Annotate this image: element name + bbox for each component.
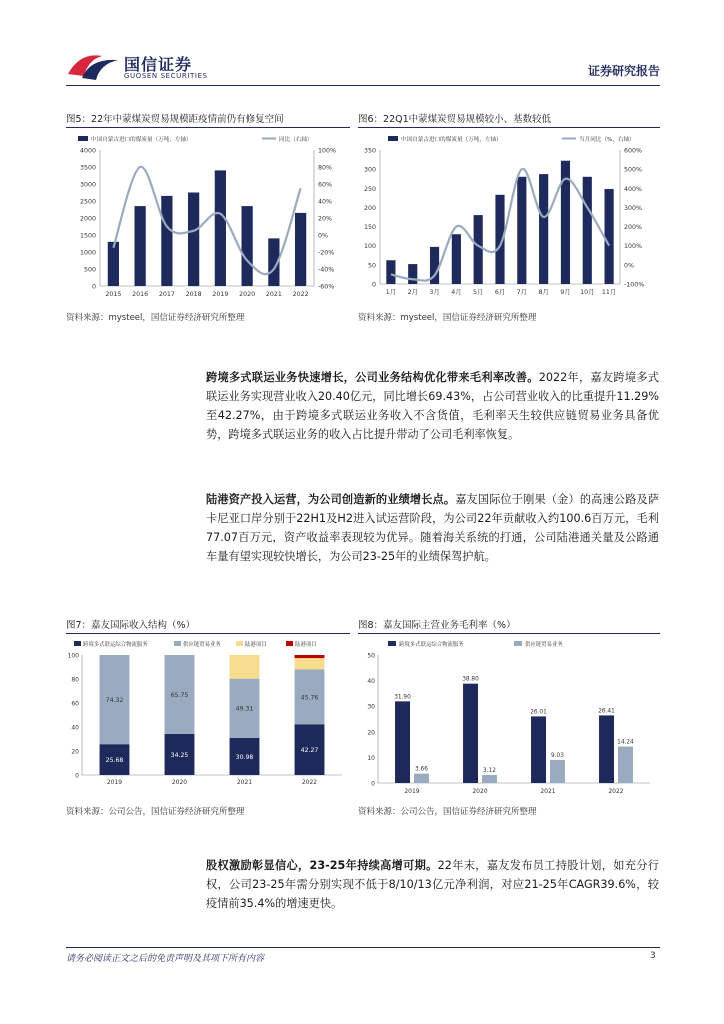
- paragraph-1-lead: 跨境多式联运业务快速增长，公司业务结构优化带来毛利率改善。: [206, 371, 539, 384]
- legend-swatch: [286, 641, 293, 646]
- paragraph-land-port: [206, 490, 659, 566]
- bar: [517, 177, 526, 284]
- right-tick-label: 0%: [624, 262, 634, 270]
- bar: [414, 774, 429, 783]
- footer-divider: [66, 947, 660, 948]
- fig8-title: 图8：嘉友国际主营业务毛利率（%）: [358, 620, 516, 631]
- bar: [108, 242, 119, 286]
- legend-label: 供应链贸易业务: [525, 642, 563, 648]
- segment-value-label: 34.25: [170, 751, 189, 759]
- fig7-chart: [66, 637, 350, 785]
- right-tick-label: 100%: [318, 147, 337, 155]
- y-tick-label: 40: [367, 678, 375, 686]
- x-tick-label: 7月: [516, 289, 527, 296]
- legend-swatch: [74, 641, 81, 646]
- right-tick-label: 500%: [624, 166, 643, 174]
- right-tick-label: -60%: [318, 283, 335, 291]
- x-tick-label: 3月: [429, 289, 440, 296]
- bar: [188, 193, 199, 287]
- stacked-segment: [295, 655, 325, 658]
- bar: [295, 213, 306, 286]
- left-tick-label: 1500: [79, 232, 96, 240]
- paragraph-2-body: 嘉友国际位于刚果（金）的高速公路及萨卡尼亚口岸分别于22H1及H2进入试运营阶段，为公司22年贡献收入约100.6百万元，毛利77.07百万元，资产收益率表现较为优异。随着海关系统的打通，公司陆港通关量及公路通车量有望实现较快增长，为公司23-25年的业绩保驾护航。: [206, 493, 659, 563]
- legend-swatch: [236, 641, 243, 646]
- bar: [135, 206, 146, 286]
- fig7-svg: [66, 637, 350, 785]
- bar: [386, 260, 395, 284]
- legend-swatch: [514, 641, 522, 646]
- fig7-source: 资料来源：公司公告，国信证券经济研究所整理: [66, 807, 245, 817]
- bar: [474, 215, 483, 284]
- left-tick-label: 4000: [79, 147, 96, 155]
- legend-label: 陆港项目: [295, 642, 317, 648]
- left-tick-label: 150: [363, 224, 376, 232]
- bar-value-label: 9.03: [551, 752, 564, 759]
- x-tick-label: 2017: [158, 291, 175, 298]
- guosen-logo-icon: [66, 50, 120, 82]
- right-tick-label: 600%: [624, 147, 643, 155]
- bar-value-label: 26.01: [530, 709, 547, 716]
- bar: [161, 196, 172, 286]
- right-tick-label: 40%: [318, 198, 332, 206]
- stacked-segment: [295, 658, 325, 669]
- fig8-title-rule: [358, 633, 660, 634]
- x-tick-label: 2019: [404, 788, 420, 795]
- right-tick-label: 20%: [318, 215, 332, 223]
- fig5-source: 资料来源：mysteel，国信证券经济研究所整理: [66, 313, 245, 323]
- paragraph-2-lead: 陆港资产投入运营，为公司创造新的业绩增长点。: [206, 493, 456, 506]
- y-tick-label: 10: [367, 754, 375, 762]
- legend-label-bar: 中国自蒙古进口的煤炭量（万吨，左轴）: [401, 137, 502, 143]
- legend-label-bar: 中国自蒙古进口的煤炭量（万吨，左轴）: [91, 137, 192, 143]
- left-tick-label: 500: [83, 266, 96, 274]
- segment-value-label: 65.75: [170, 691, 189, 699]
- legend-swatch-bar: [78, 136, 88, 141]
- x-tick-label: 6月: [494, 289, 506, 296]
- bar: [583, 177, 592, 284]
- x-tick-label: 8月: [538, 289, 549, 296]
- paragraph-multimodal-transport: [206, 368, 659, 444]
- bar: [605, 189, 614, 284]
- legend-swatch: [174, 641, 181, 646]
- left-tick-label: 3500: [79, 164, 96, 172]
- bar: [531, 716, 546, 783]
- fig6-title: 图6：22Q1中蒙煤炭贸易规模较小、基数较低: [358, 114, 552, 125]
- left-tick-label: 300: [363, 166, 376, 174]
- x-tick-label: 2022: [608, 788, 624, 795]
- fig6-svg: [358, 132, 660, 300]
- right-tick-label: -40%: [318, 266, 335, 274]
- x-tick-label: 11月: [601, 289, 617, 296]
- bar-value-label: 3.12: [483, 768, 496, 775]
- right-tick-label: 60%: [318, 181, 332, 189]
- left-tick-label: 100: [363, 243, 376, 251]
- segment-value-label: 45.76: [300, 694, 319, 702]
- x-tick-label: 2019: [106, 779, 123, 785]
- header-divider: [66, 85, 660, 86]
- x-tick-label: 9月: [560, 289, 571, 296]
- bar: [452, 234, 461, 284]
- x-tick-label: 2月: [407, 289, 418, 296]
- left-tick-label: 200: [363, 204, 376, 212]
- paragraph-3-body: 22年末，嘉友发布员工持股计划，如充分行权，公司23-25年需分别实现不低于8/10/13亿元净利润，对应21-25年CAGR39.6%，较疫情前35.4%的增速更快。: [206, 859, 659, 910]
- footer-disclaimer: 请务必阅读正文之后的免责声明及其项下所有内容: [66, 954, 265, 964]
- legend-swatch: [388, 641, 396, 646]
- bar: [550, 760, 565, 783]
- bar: [618, 747, 633, 783]
- x-tick-label: 2018: [185, 291, 202, 298]
- segment-value-label: 25.68: [105, 757, 124, 765]
- x-tick-label: 2022: [301, 779, 318, 785]
- y-tick-label: 20: [71, 748, 79, 756]
- x-tick-label: 2021: [236, 779, 253, 785]
- fig6-title-rule: [358, 127, 660, 128]
- paragraph-1-body: 2022年，嘉友跨境多式联运业务实现营业收入20.40亿元，同比增长69.43%，占公司营业收入的比重提升11.29%至42.27%，由于跨境多式联运业务收入不含货值，毛利率天生较供应链贸易业务具备优势，跨境多式联运业务的收入占比提升带动了公司毛利率恢复。: [206, 371, 659, 441]
- y-tick-label: 0: [371, 780, 375, 788]
- right-tick-label: 400%: [624, 185, 643, 193]
- guosen-logo: [66, 50, 226, 82]
- bar: [408, 264, 417, 284]
- paragraph-equity-incentive: [206, 856, 659, 913]
- x-tick-label: 2021: [540, 788, 556, 795]
- paragraph-3-lead: 股权激励彰显信心，23-25年持续高增可期。: [206, 859, 438, 872]
- right-tick-label: -20%: [318, 249, 335, 257]
- x-tick-label: 2020: [239, 291, 256, 298]
- x-tick-label: 2019: [212, 291, 229, 298]
- y-tick-label: 60: [71, 700, 79, 708]
- fig8-chart: [358, 637, 660, 797]
- x-tick-label: 2020: [472, 788, 488, 795]
- x-tick-label: 4月: [451, 289, 462, 296]
- legend-label: 陆港项目: [245, 642, 267, 648]
- x-tick-label: 2021: [265, 291, 282, 298]
- x-tick-label: 2016: [132, 291, 149, 298]
- x-tick-label: 10月: [580, 289, 595, 296]
- fig6-source: 资料来源：mysteel，国信证券经济研究所整理: [358, 313, 537, 323]
- page-header: [66, 50, 660, 82]
- x-tick-label: 2022: [292, 291, 309, 298]
- fig7-title-rule: [66, 633, 350, 634]
- bar-value-label: 38.80: [462, 676, 479, 683]
- fig6-chart: [358, 132, 660, 300]
- bar: [242, 206, 253, 286]
- x-tick-label: 5月: [473, 289, 484, 296]
- segment-value-label: 74.32: [105, 697, 124, 705]
- segment-value-label: 42.27: [300, 747, 319, 755]
- stacked-segment: [230, 655, 260, 679]
- page-number: 3: [650, 951, 656, 961]
- legend-label: 供应链贸易业务: [183, 642, 221, 648]
- fig5-title-rule: [66, 127, 350, 128]
- legend-label-line: 同比（右轴）: [279, 137, 313, 143]
- report-type-label: 证券研究报告: [587, 64, 660, 78]
- bar: [482, 775, 497, 783]
- fig8-source: 资料来源：公司公告，国信证券经济研究所整理: [358, 807, 537, 817]
- bar: [215, 170, 226, 286]
- left-tick-label: 0: [91, 283, 96, 291]
- right-tick-label: 100%: [624, 243, 643, 251]
- x-tick-label: 2020: [171, 779, 188, 785]
- segment-value-label: 30.98: [235, 753, 254, 761]
- legend-label: 跨境多式联运综合物流服务: [399, 642, 464, 648]
- left-tick-label: 3000: [79, 181, 96, 189]
- logo-text-cn: 国信证券: [124, 55, 193, 74]
- right-tick-label: 300%: [624, 204, 643, 212]
- bar-value-label: 3.66: [415, 766, 428, 773]
- legend-swatch-bar: [388, 136, 398, 141]
- fig5-title: 图5：22年中蒙煤炭贸易规模距疫情前仍有修复空间: [66, 114, 284, 125]
- left-tick-label: 250: [363, 185, 376, 193]
- legend-label: 跨境多式联运综合物流服务: [83, 642, 148, 648]
- y-tick-label: 40: [71, 724, 79, 732]
- bar-value-label: 14.24: [617, 739, 634, 746]
- x-tick-label: 1月: [385, 289, 397, 296]
- fig8-svg: [358, 637, 660, 797]
- y-tick-label: 100: [67, 652, 79, 660]
- bar-value-label: 26.41: [598, 708, 615, 715]
- y-tick-label: 80: [71, 676, 79, 684]
- left-tick-label: 1000: [79, 249, 96, 257]
- bar: [463, 684, 478, 783]
- legend-label-line: 当月同比（%，右轴）: [579, 137, 635, 143]
- fig7-title: 图7：嘉友国际收入结构（%）: [66, 620, 196, 631]
- segment-value-label: 49.31: [235, 705, 254, 713]
- right-tick-label: 80%: [318, 164, 332, 172]
- y-tick-label: 30: [367, 703, 375, 711]
- right-tick-label: -100%: [624, 281, 645, 289]
- y-tick-label: 50: [367, 652, 375, 660]
- left-tick-label: 2500: [79, 198, 96, 206]
- left-tick-label: 350: [363, 147, 376, 155]
- bar: [395, 701, 410, 783]
- left-tick-label: 50: [367, 262, 376, 270]
- y-tick-label: 0: [75, 772, 79, 780]
- x-tick-label: 2015: [105, 291, 122, 298]
- left-tick-label: 2000: [79, 215, 96, 223]
- bar: [539, 174, 548, 284]
- bar: [599, 715, 614, 783]
- fig5-chart: [66, 132, 350, 300]
- bar-value-label: 31.90: [394, 694, 411, 701]
- left-tick-label: 0: [371, 281, 376, 289]
- right-tick-label: 200%: [624, 224, 643, 232]
- right-tick-label: 0%: [318, 232, 328, 240]
- fig5-svg: [66, 132, 350, 300]
- logo-text-en: GUOSEN SECURITIES: [124, 72, 208, 80]
- y-tick-label: 20: [367, 729, 375, 737]
